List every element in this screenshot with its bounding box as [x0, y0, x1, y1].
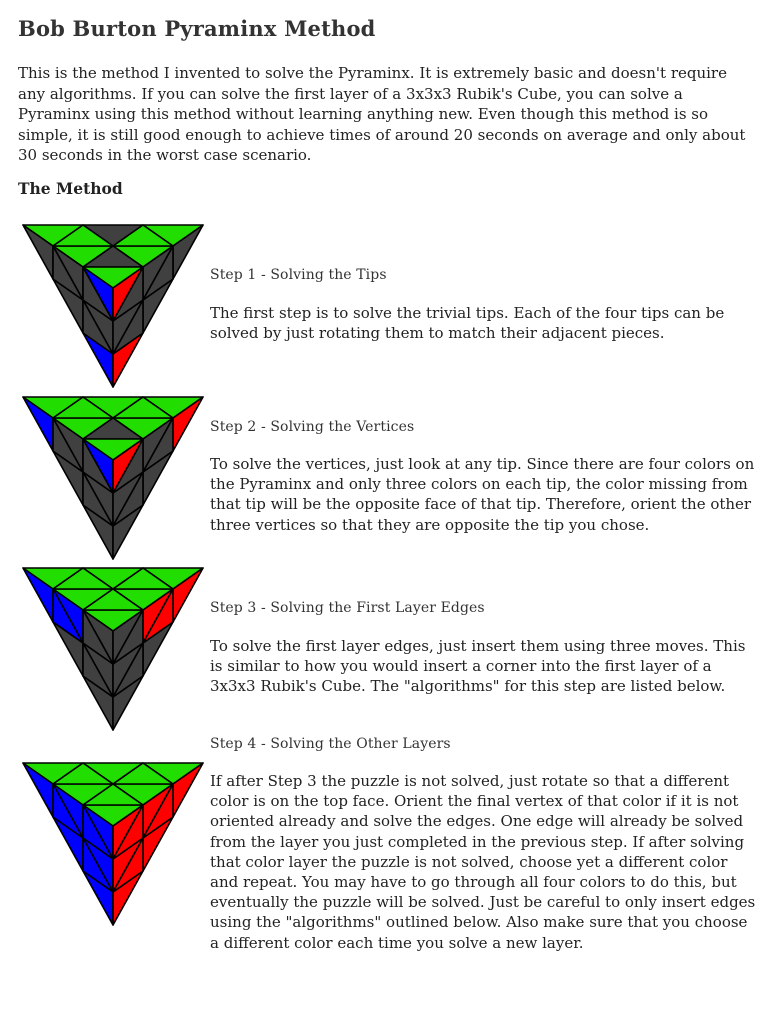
step4-text: If after Step 3 the puzzle is not solved, just rotate so that a different color is on the top face. Orient the final vertex of that color if it is not oriented already and solve the edges. One edge will already be solved from the layer you just completed in the previous step. If after solving that color layer the puzzle is not solved, choose yet a different color and repeat. You may have to go through all four colors to do this, but eventually the puzzle will be solved. Just be careful to only insert edges using the "algorithms" outlined below. Also make sure that you choose a different color each time you solve a new layer. — [210, 772, 756, 952]
step4-title: Step 4 - Solving the Other Layers — [210, 736, 451, 752]
pyraminx-step4-image — [20, 760, 206, 928]
step3-title: Step 3 - Solving the First Layer Edges — [210, 600, 485, 616]
step3-text: To solve the first layer edges, just insert them using three moves. This is similar to how you would insert a corner into the first layer of a 3x3x3 Rubik's Cube. The "algorithms" for this step are listed below. — [210, 637, 746, 696]
step1-text: The first step is to solve the trivial tips. Each of the four tips can be solved by just rotating them to match their adjacent pieces. — [210, 304, 725, 343]
intro-paragraph: This is the method I invented to solve the Pyraminx. It is extremely basic and doesn't require any algorithms. If you can solve the first layer of a 3x3x3 Rubik's Cube, you can solve a Pyraminx using this method without learning anything new. Even though this method is so simple, it is still good enough to achieve times of around 20 seconds on average and only about 30 seconds in the worst case scenario. — [18, 64, 746, 164]
pyraminx-step1-image — [20, 222, 206, 390]
pyraminx-step3-image — [20, 565, 206, 733]
step2-text: To solve the vertices, just look at any tip. Since there are four colors on the Pyraminx and only three colors on each tip, the color missing from that tip will be the opposite face of that tip. Therefore, orient the other three vertices so that they are opposite the tip you chose. — [210, 455, 755, 534]
page-title: Bob Burton Pyraminx Method — [18, 16, 376, 41]
step2-title: Step 2 - Solving the Vertices — [210, 419, 415, 435]
method-heading: The Method — [18, 179, 123, 198]
step1-title: Step 1 - Solving the Tips — [210, 267, 387, 283]
pyraminx-step2-image — [20, 394, 206, 562]
